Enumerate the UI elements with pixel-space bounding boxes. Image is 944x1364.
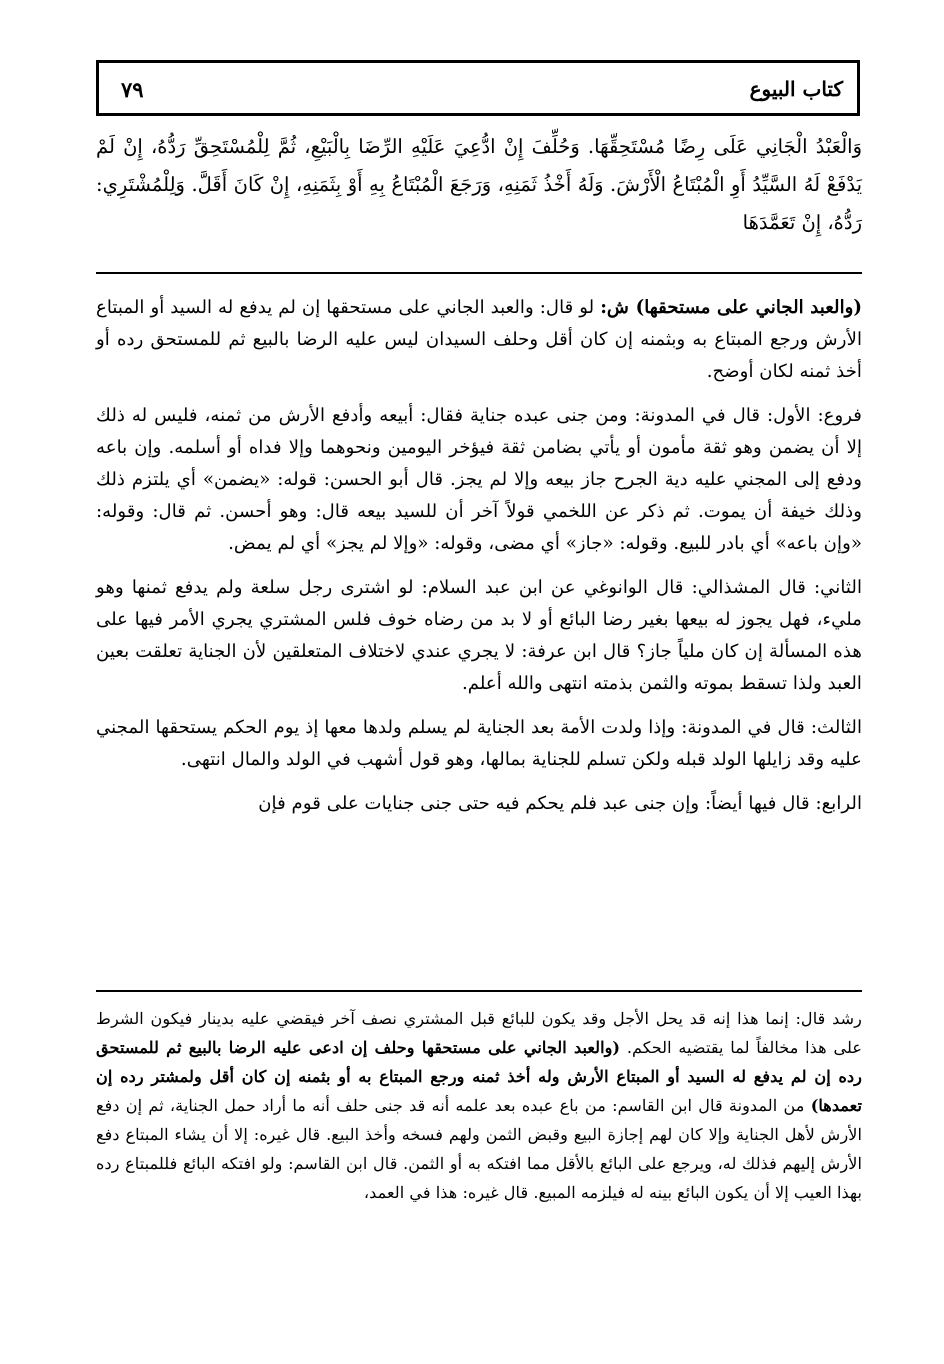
chapter-title: كتاب البيوع — [749, 77, 843, 101]
sharh-paragraph-text: الثالث: قال في المدونة: وإذا ولدت الأمة بعد الجناية لم يسلم ولدها معها إذ يوم الحكم يستحقها المجني عليه وقد زايلها الولد قبله ولكن تسلم للجناية بمالها، وهو قول أشهب في الولد والمال انتهى. — [96, 717, 862, 770]
matn-text: وَالْعَبْدُ الْجَانِي عَلَى رِضًا مُسْتَحِقِّهَا. وَحُلِّفَ إِنْ ادُّعِيَ عَلَيْهِ الرِّضَا بِالْبَيْعِ، ثُمَّ لِلْمُسْتَحِقِّ رَدُّهُ، إِنْ لَمْ يَدْفَعْ لَهُ السَّيِّدُ أَوِ الْمُبْتَاعُ الْأَرْشَ. وَلَهُ أَخْذُ ثَمَنِهِ، وَرَجَعَ الْمُبْتَاعُ بِهِ أَوْ بِثَمَنِهِ، إِنْ كَانَ أَقَلَّ. وَلِلْمُشْتَرِي: رَدُّهُ، إِنْ تَعَمَّدَهَا — [96, 135, 862, 234]
sharh-paragraph-text: الثاني: قال المشذالي: قال الوانوغي عن ابن عبد السلام: لو اشترى رجل سلعة ولم يدفع ثمنها وهو مليء، فهل يجوز له بيعها بغير رضا البائع أو لا بد من رضاه خوف فلس المشتري يجري الأمر فيها على هذه المسألة إن كان ملياً جاز؟ قال ابن عرفة: لا يجري عندي لاختلاف المتعلقين لأن الجناية تعلقت بعين العبد ولذا تسقط بموته والثمن بذمته انتهى والله أعلم. — [96, 577, 862, 694]
sharh-paragraph-text: الرابع: قال فيها أيضاً: وإن جنى عبد فلم يحكم فيه حتى جنى جنايات على قوم فإن — [258, 793, 862, 814]
sharh-lead: (والعبد الجاني على مستحقها) ش: — [600, 297, 863, 318]
footnote — [96, 1004, 862, 1207]
sharh-paragraph — [96, 400, 862, 560]
sharh-paragraph — [96, 712, 862, 776]
page-number: ٧٩ — [121, 77, 144, 102]
sharh-paragraph-text: لو قال: والعبد الجاني على مستحقها إن لم يدفع له السيد أو المبتاع الأرش ورجع المبتاع به وبثمنه إن كان أقل وحلف السيدان ليس عليه الرضا بالبيع ثم للمستحق رده أو أخذ ثمنه لكان أوضح. — [96, 297, 862, 382]
sharh-paragraph-text: فروع: الأول: قال في المدونة: ومن جنى عبده جناية فقال: أبيعه وأدفع الأرش من ثمنه، فليس له ذلك إلا أن يضمن وهو ثقة مأمون أو يأتي بضامن ثقة فيؤخر اليومين ونحوهما وإلا فداه أو أسلمه. وإن باعه ودفع إلى المجني عليه دية الجرح جاز بيعه وإلا لم يجز. قال أبو الحسن: قوله: «يضمن» أي يلتزم ذلك وذلك خيفة أن يموت. ثم ذكر عن اللخمي قولاً آخر أن للسيد بيعه قال: وهو أحسن. ثم قال: وقوله: «وإن باعه» أي بادر للبيع. وقوله: «جاز» أي مضى، وقوله: «وإلا لم يجز» أي لم يمض. — [96, 405, 862, 554]
footnote-paragraph — [96, 1004, 862, 1207]
matn-divider — [96, 272, 862, 274]
footnote-text-2: من المدونة قال ابن القاسم: من باع عبده بعد علمه أنه قد جنى حلف أنه ما أراد حمل الجناية، ثم إن دفع الأرش لأهل الجناية وإلا كان لهم إجازة البيع وقبض الثمن ولهم فسخه وأخذ البيع. قال غيره: إلا أن يشاء المبتاع دفع الأرش إليهم فذلك له، ويرجع على البائع بالأقل مما افتكه به أو الثمن. قال ابن القاسم: ولو افتكه البائع فللمبتاع رده بهذا العيب إلا أن يكون البائع بينه له فيلزمه المبيع. قال غيره: هذا في العمد، — [96, 1096, 862, 1202]
sharh-paragraph — [96, 788, 862, 820]
footnote-text-1: رشد قال: إنما هذا إنه قد يحل الأجل وقد يكون للبائع قبل المشتري نصف آخر فيقضي عليه بدينار فيكون الشرط على هذا مخالفاً لما يقتضيه الحكم. — [96, 1009, 862, 1057]
footnote-divider — [96, 990, 862, 992]
sharh-commentary — [96, 292, 862, 832]
footnote-quoted-matn: (والعبد الجاني على مستحقها وحلف إن ادعى عليه الرضا بالبيع ثم للمستحق رده إن لم يدفع له السيد أو المبتاع الأرش وله أخذ ثمنه ورجع المبتاع به أو بثمنه إن كان أقل ولمشتر رده إن تعمدها) — [96, 1038, 862, 1115]
sharh-paragraph — [96, 292, 862, 388]
page-header — [96, 60, 860, 116]
sharh-paragraph — [96, 572, 862, 700]
